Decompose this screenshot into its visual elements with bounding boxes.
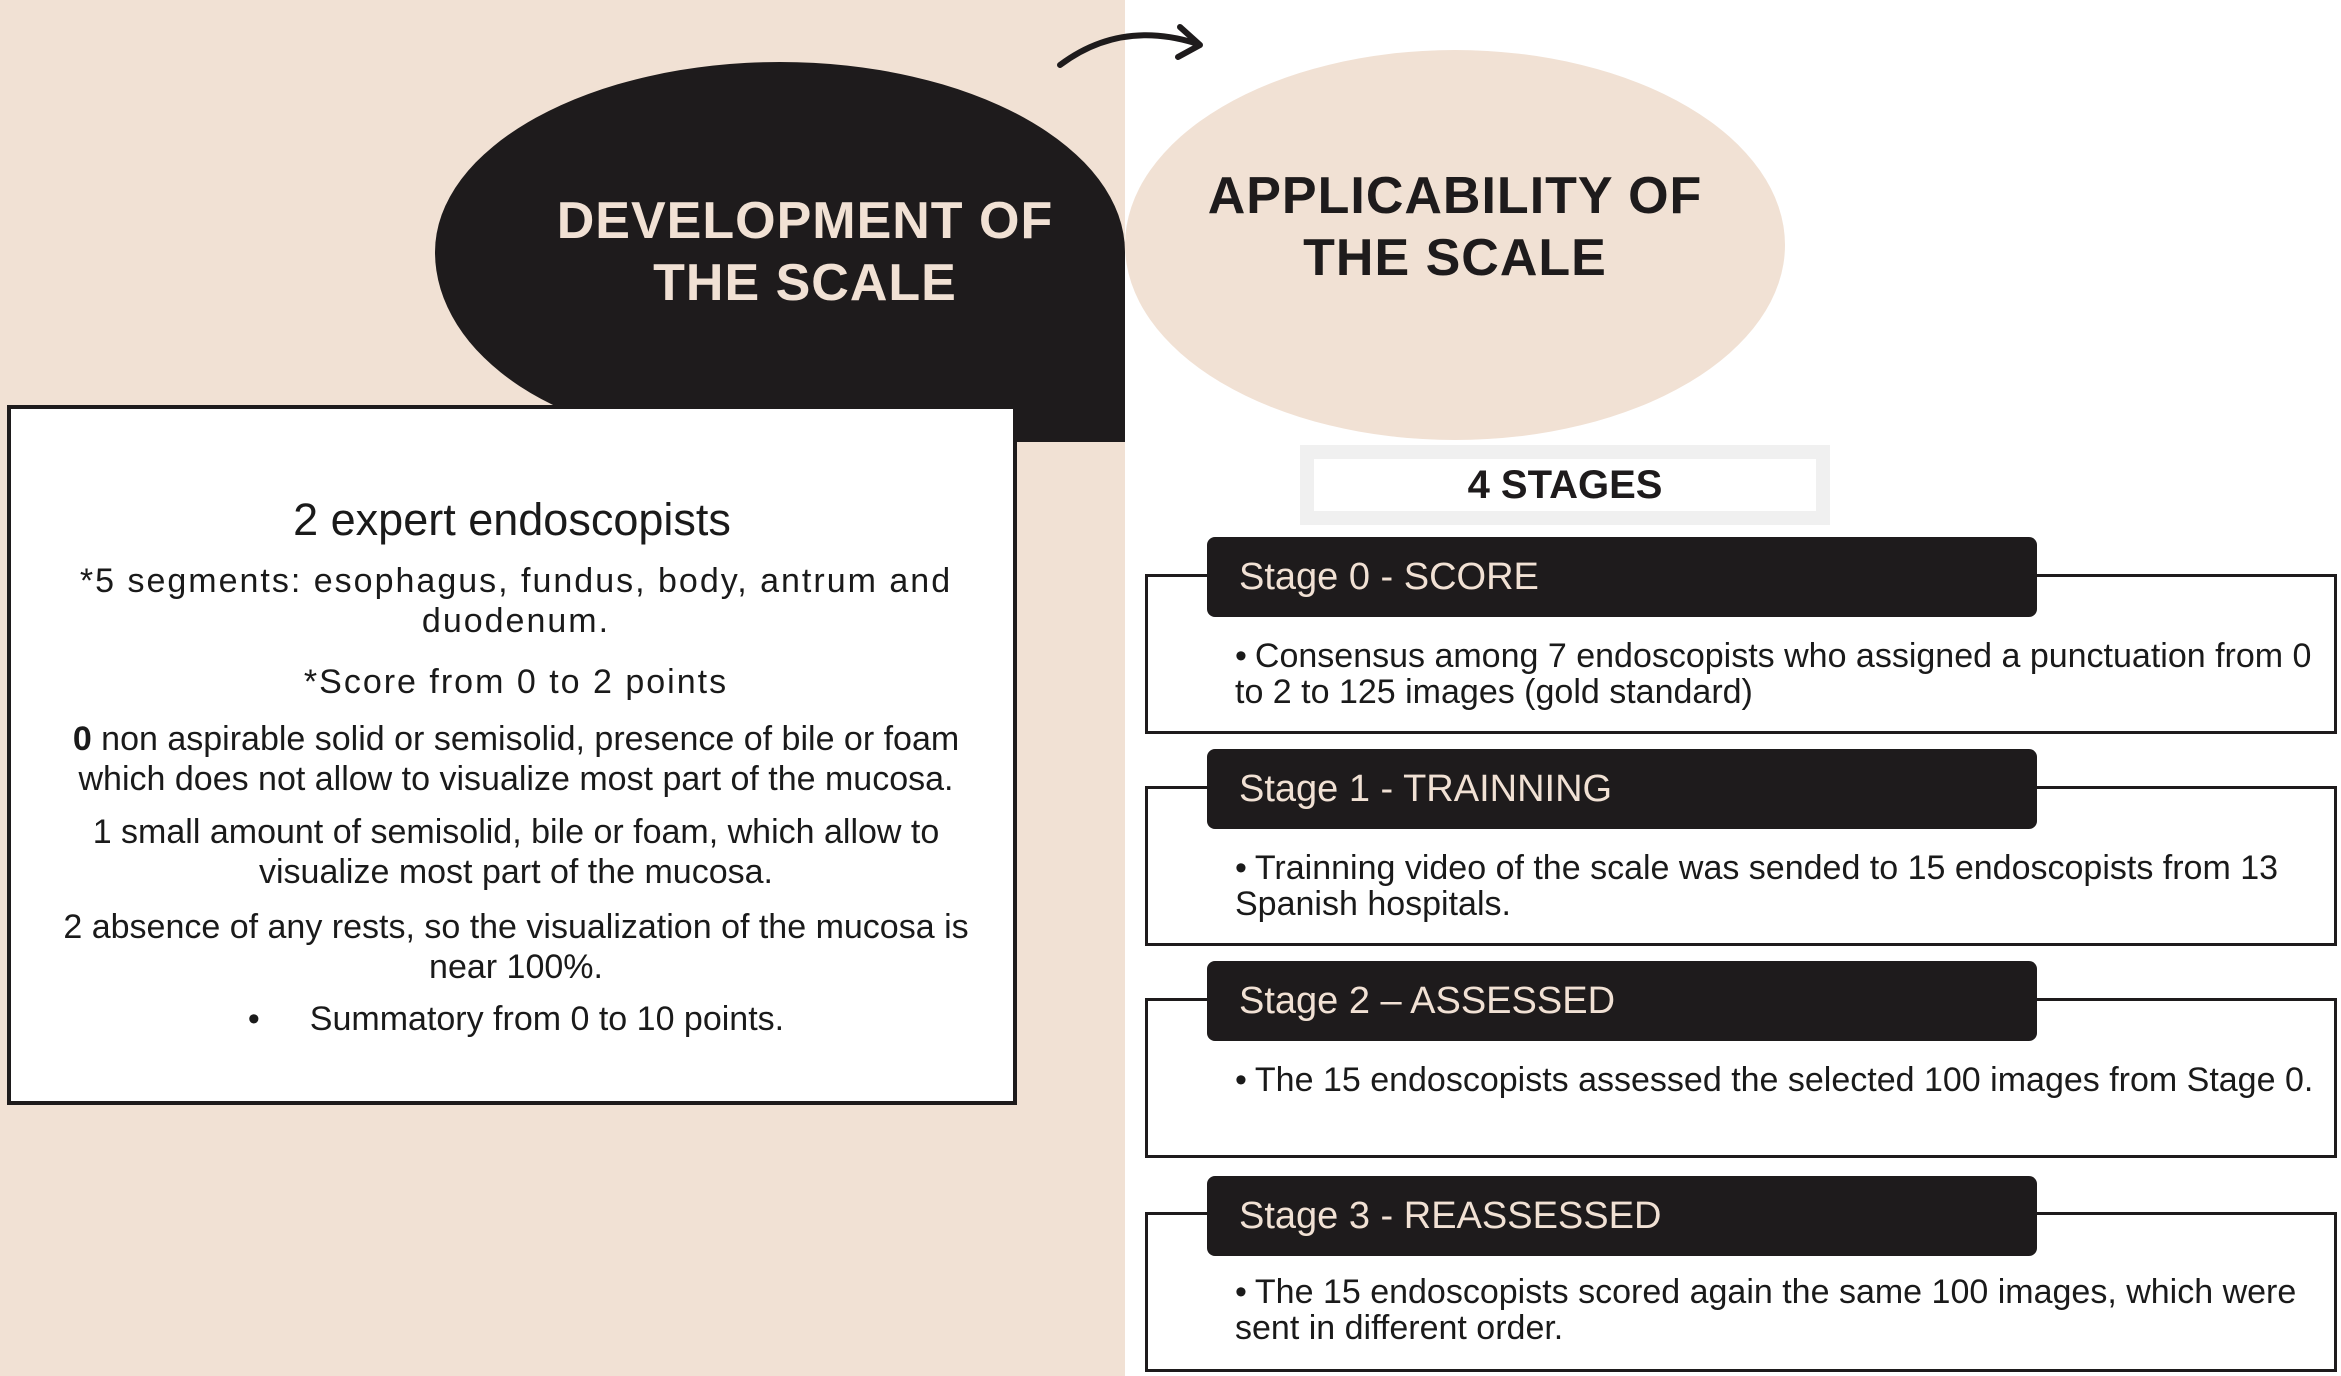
score-range-text: *Score from 0 to 2 points <box>303 663 729 701</box>
stage-3-text: The 15 endoscopists scored again the same 100 images, which were sent in different order. <box>1235 1273 2297 1347</box>
summary-item <box>31 999 1001 1039</box>
stage-0-header: Stage 0 - SCORE <box>1207 537 2037 617</box>
bullet-icon: • <box>247 1000 260 1038</box>
development-title: DEVELOPMENT OF THE SCALE <box>556 192 1054 312</box>
bullet-icon: • <box>1235 1061 1247 1099</box>
stage-2-header: Stage 2 – ASSESSED <box>1207 961 2037 1041</box>
score-level-1: 1 small amount of semisolid, bile or foam, which allow to visualize most part of the mucosa. <box>92 813 940 891</box>
stage-3-description <box>1235 1274 2315 1346</box>
stage-1-text: Trainning video of the scale was sended to 15 endoscopists from 13 Spanish hospitals. <box>1235 849 2279 923</box>
summary-text: Summatory from 0 to 10 points. <box>309 1000 785 1038</box>
segments-text: *5 segments: esophagus, fundus, body, antrum and duodenum. <box>79 562 953 640</box>
bullet-icon: • <box>1235 637 1247 675</box>
stage-0-text: Consensus among 7 endoscopists who assigned a punctuation from 0 to 2 to 125 images (gold standard) <box>1235 637 2312 711</box>
stage-3-header: Stage 3 - REASSESSED <box>1207 1176 2037 1256</box>
stage-0-description <box>1235 638 2315 710</box>
score-level-2: 2 absence of any rests, so the visualization of the mucosa is near 100%. <box>63 908 969 986</box>
bullet-icon: • <box>1235 1273 1247 1311</box>
experts-heading: 2 expert endoscopists <box>293 494 731 545</box>
stage-2-description <box>1235 1062 2315 1098</box>
bullet-icon: • <box>1235 849 1247 887</box>
score-level-0-text: non aspirable solid or semisolid, presence of bile or foam which does not allow to visualize most part of the mucosa. <box>78 720 960 798</box>
stage-1-description <box>1235 850 2315 922</box>
development-details-box <box>7 405 1017 1105</box>
stage-2-text: The 15 endoscopists assessed the selected 100 images from Stage 0. <box>1254 1061 2314 1099</box>
stage-1-header: Stage 1 - TRAINNING <box>1207 749 2037 829</box>
applicability-title: APPLICABILITY OF THE SCALE <box>1207 167 1703 287</box>
score-level-0-number: 0 <box>72 720 92 758</box>
score-level-0 <box>31 719 1001 799</box>
curved-arrow-icon <box>1050 15 1225 75</box>
stages-label: 4 STAGES <box>1300 445 1830 525</box>
